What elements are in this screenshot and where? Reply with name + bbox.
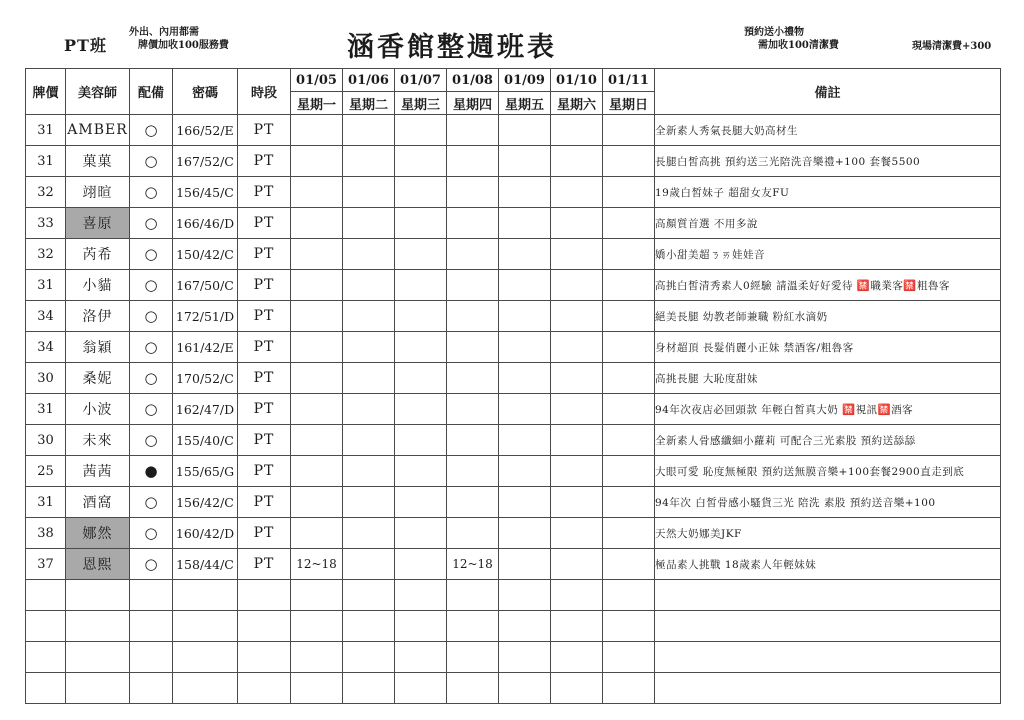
empty-cell: [26, 642, 66, 673]
beautician-name-cell: 喜原: [66, 208, 130, 239]
day-cell: [603, 208, 655, 239]
empty-cell: [447, 642, 499, 673]
note-cell: 94年次 白皙骨感小騷貨三光 陪洗 素股 預約送音樂+100: [655, 487, 1001, 518]
empty-cell: [603, 673, 655, 704]
password-cell: 170/52/C: [173, 363, 238, 394]
day-cell: [395, 270, 447, 301]
day-cell: [343, 456, 395, 487]
note-cell: 全新素人骨感纖細小蘿莉 可配合三光素股 預約送舔舔: [655, 425, 1001, 456]
table-row: [26, 456, 1001, 487]
note-cell: 全新素人秀氣長腿大奶高材生: [655, 115, 1001, 146]
beautician-name-cell: 桑妮: [66, 363, 130, 394]
service-fee-note-line1: 外出、內用都需: [129, 27, 199, 38]
password-cell: 160/42/D: [173, 518, 238, 549]
day-cell: [395, 456, 447, 487]
page-title: 涵香館整週班表: [347, 32, 557, 63]
password-cell: 156/45/C: [173, 177, 238, 208]
period-cell: PT: [238, 518, 291, 549]
beautician-name-cell: 茜茜: [66, 456, 130, 487]
day-cell: [499, 487, 551, 518]
password-cell: 172/51/D: [173, 301, 238, 332]
day-cell: [395, 487, 447, 518]
day-cell: [551, 177, 603, 208]
empty-cell: [655, 611, 1001, 642]
day-cell: [499, 177, 551, 208]
empty-cell: [343, 642, 395, 673]
period-cell: PT: [238, 115, 291, 146]
period-cell: PT: [238, 456, 291, 487]
beautician-name-cell: 小波: [66, 394, 130, 425]
day-cell: [499, 363, 551, 394]
day-cell: [343, 301, 395, 332]
weekday-header-thu: 星期四: [447, 92, 499, 115]
empty-cell: [130, 642, 173, 673]
day-cell: [603, 456, 655, 487]
table-row: [26, 394, 1001, 425]
price-cell: 31: [26, 146, 66, 177]
period-cell: PT: [238, 549, 291, 580]
beautician-name-cell: 恩熙: [66, 549, 130, 580]
day-cell: [447, 301, 499, 332]
onsite-cleaning-fee-note: 現場清潔費+300: [912, 41, 992, 52]
column-header-password: 密碼: [173, 69, 238, 115]
empty-cell: [173, 580, 238, 611]
date-header-mon: 01/05: [291, 69, 343, 92]
day-cell: [447, 239, 499, 270]
day-cell: [499, 332, 551, 363]
day-cell: [551, 115, 603, 146]
empty-cell: [551, 580, 603, 611]
equipment-circle-icon: ○: [130, 146, 173, 177]
empty-cell: [395, 611, 447, 642]
day-cell: [447, 394, 499, 425]
period-cell: PT: [238, 177, 291, 208]
table-header-row-top: [26, 69, 1001, 92]
day-cell: [395, 208, 447, 239]
empty-cell: [447, 673, 499, 704]
note-cell: 嬌小甜美超ㄋㄞ娃娃音: [655, 239, 1001, 270]
empty-cell: [499, 580, 551, 611]
day-cell: [447, 146, 499, 177]
note-cell: 極品素人挑戰 18歲素人年輕妹妹: [655, 549, 1001, 580]
equipment-circle-icon: ○: [130, 115, 173, 146]
day-cell: [395, 332, 447, 363]
price-cell: 25: [26, 456, 66, 487]
empty-cell: [343, 580, 395, 611]
day-cell: [291, 239, 343, 270]
day-cell: [291, 425, 343, 456]
price-cell: 31: [26, 394, 66, 425]
note-cell: 高挑長腿 大恥度甜妹: [655, 363, 1001, 394]
price-cell: 31: [26, 270, 66, 301]
table-row: [26, 270, 1001, 301]
empty-cell: [66, 642, 130, 673]
period-cell: PT: [238, 425, 291, 456]
column-header-price: 牌價: [26, 69, 66, 115]
empty-cell: [26, 580, 66, 611]
day-cell: [343, 239, 395, 270]
day-cell: [395, 301, 447, 332]
day-cell: [603, 177, 655, 208]
table-row: [26, 549, 1001, 580]
date-header-sun: 01/11: [603, 69, 655, 92]
day-cell: [395, 518, 447, 549]
equipment-circle-icon: ○: [130, 549, 173, 580]
day-cell: [499, 425, 551, 456]
service-fee-note-line2: 牌價加收100服務費: [138, 40, 229, 51]
table-row: [26, 177, 1001, 208]
gift-note: [744, 26, 839, 52]
equipment-circle-icon: ○: [130, 425, 173, 456]
empty-cell: [66, 673, 130, 704]
equipment-circle-icon: ○: [130, 518, 173, 549]
empty-cell: [173, 611, 238, 642]
day-cell: [447, 518, 499, 549]
gift-note-line2: 需加收100清潔費: [758, 40, 839, 51]
day-cell: [395, 549, 447, 580]
table-row: [26, 146, 1001, 177]
empty-cell: [655, 580, 1001, 611]
empty-cell: [655, 642, 1001, 673]
beautician-name-cell: 娜然: [66, 518, 130, 549]
day-cell: [447, 177, 499, 208]
empty-cell: [499, 642, 551, 673]
day-cell: [447, 332, 499, 363]
column-header-period: 時段: [238, 69, 291, 115]
beautician-name-cell: 小貓: [66, 270, 130, 301]
empty-cell: [173, 642, 238, 673]
day-cell: [551, 394, 603, 425]
weekday-header-sat: 星期六: [551, 92, 603, 115]
price-cell: 37: [26, 549, 66, 580]
empty-cell: [447, 580, 499, 611]
note-cell: 大眼可愛 恥度無極限 預約送無膜音樂+100套餐2900直走到底: [655, 456, 1001, 487]
empty-cell: [499, 673, 551, 704]
day-cell: [291, 115, 343, 146]
price-cell: 34: [26, 332, 66, 363]
table-row: [26, 332, 1001, 363]
date-header-tue: 01/06: [343, 69, 395, 92]
password-cell: 155/40/C: [173, 425, 238, 456]
day-cell: [551, 146, 603, 177]
password-cell: 150/42/C: [173, 239, 238, 270]
day-cell: [395, 394, 447, 425]
note-cell: 絕美長腿 幼教老師兼職 粉紅水滴奶: [655, 301, 1001, 332]
empty-cell: [238, 642, 291, 673]
price-cell: 32: [26, 239, 66, 270]
day-cell: [499, 208, 551, 239]
password-cell: 167/52/C: [173, 146, 238, 177]
beautician-name-cell: 洛伊: [66, 301, 130, 332]
table-row: [26, 363, 1001, 394]
day-cell: [551, 425, 603, 456]
day-cell: [343, 518, 395, 549]
column-header-notes: 備註: [655, 69, 1001, 115]
empty-cell: [66, 611, 130, 642]
day-cell: [499, 146, 551, 177]
empty-cell: [499, 611, 551, 642]
day-cell: [499, 270, 551, 301]
weekday-header-tue: 星期二: [343, 92, 395, 115]
day-cell: [603, 487, 655, 518]
day-cell: [395, 363, 447, 394]
day-cell: [499, 456, 551, 487]
day-cell: [551, 301, 603, 332]
price-cell: 32: [26, 177, 66, 208]
day-cell: [499, 239, 551, 270]
password-cell: 162/47/D: [173, 394, 238, 425]
column-header-equipment: 配備: [130, 69, 173, 115]
beautician-name-cell: 翊暄: [66, 177, 130, 208]
day-cell: [447, 487, 499, 518]
day-cell: [551, 208, 603, 239]
empty-cell: [291, 611, 343, 642]
day-cell: [551, 239, 603, 270]
note-cell: 天然大奶娜美JKF: [655, 518, 1001, 549]
empty-cell: [603, 580, 655, 611]
day-cell: [551, 549, 603, 580]
day-cell: [343, 177, 395, 208]
empty-cell: [130, 673, 173, 704]
period-cell: PT: [238, 239, 291, 270]
schedule-body: [26, 115, 1001, 704]
day-cell: [499, 394, 551, 425]
equipment-circle-icon: ○: [130, 394, 173, 425]
note-cell: 高顏質首選 不用多說: [655, 208, 1001, 239]
day-cell: [343, 115, 395, 146]
price-cell: 31: [26, 115, 66, 146]
date-header-sat: 01/10: [551, 69, 603, 92]
note-cell: 19歲白皙妹子 超甜女友FU: [655, 177, 1001, 208]
beautician-name-cell: 酒窩: [66, 487, 130, 518]
day-cell: [291, 456, 343, 487]
day-cell: [603, 301, 655, 332]
equipment-circle-icon: ○: [130, 301, 173, 332]
day-cell: [603, 518, 655, 549]
weekday-header-fri: 星期五: [499, 92, 551, 115]
day-cell: [603, 332, 655, 363]
price-cell: 30: [26, 425, 66, 456]
day-cell: [551, 456, 603, 487]
empty-cell: [395, 673, 447, 704]
password-cell: 167/50/C: [173, 270, 238, 301]
day-cell: [291, 332, 343, 363]
day-cell: [395, 177, 447, 208]
date-header-fri: 01/09: [499, 69, 551, 92]
empty-cell: [551, 611, 603, 642]
period-cell: PT: [238, 270, 291, 301]
day-cell: [395, 115, 447, 146]
day-cell: [343, 394, 395, 425]
day-cell: [343, 332, 395, 363]
day-cell: 12~18: [291, 549, 343, 580]
weekday-header-mon: 星期一: [291, 92, 343, 115]
day-cell: [343, 363, 395, 394]
empty-cell: [603, 642, 655, 673]
empty-cell: [238, 580, 291, 611]
column-header-beautician: 美容師: [66, 69, 130, 115]
note-cell: 長腿白皙高挑 預約送三光陪洗音樂禮+100 套餐5500: [655, 146, 1001, 177]
day-cell: [447, 270, 499, 301]
table-row: [26, 487, 1001, 518]
day-cell: [447, 363, 499, 394]
day-cell: [343, 487, 395, 518]
price-cell: 33: [26, 208, 66, 239]
day-cell: [291, 177, 343, 208]
day-cell: [551, 487, 603, 518]
equipment-circle-icon: ○: [130, 363, 173, 394]
day-cell: [343, 549, 395, 580]
day-cell: [499, 518, 551, 549]
period-cell: PT: [238, 394, 291, 425]
equipment-circle-icon: ●: [130, 456, 173, 487]
equipment-circle-icon: ○: [130, 332, 173, 363]
table-row: [26, 518, 1001, 549]
day-cell: [603, 146, 655, 177]
day-cell: [343, 146, 395, 177]
day-cell: [291, 301, 343, 332]
day-cell: [603, 363, 655, 394]
table-row: [26, 301, 1001, 332]
day-cell: [291, 146, 343, 177]
empty-cell: [238, 611, 291, 642]
beautician-name-cell: 菓菓: [66, 146, 130, 177]
day-cell: [343, 208, 395, 239]
schedule-table: [25, 68, 1001, 704]
empty-cell: [26, 673, 66, 704]
table-row: [26, 425, 1001, 456]
day-cell: [551, 518, 603, 549]
equipment-circle-icon: ○: [130, 487, 173, 518]
day-cell: [291, 518, 343, 549]
note-cell: 身材超頂 長髮俏麗小正妹 禁酒客/粗魯客: [655, 332, 1001, 363]
price-cell: 31: [26, 487, 66, 518]
beautician-name-cell: 翁穎: [66, 332, 130, 363]
note-cell: 高挑白皙清秀素人0經驗 請溫柔好好愛待 🈲職業客🈲粗魯客: [655, 270, 1001, 301]
password-cell: 166/46/D: [173, 208, 238, 239]
table-row: [26, 208, 1001, 239]
price-cell: 38: [26, 518, 66, 549]
day-cell: [499, 115, 551, 146]
beautician-name-cell: 芮希: [66, 239, 130, 270]
empty-cell: [173, 673, 238, 704]
note-cell: 94年次夜店必回頭款 年輕白皙真大奶 🈲視訊🈲酒客: [655, 394, 1001, 425]
empty-cell: [26, 611, 66, 642]
gift-note-line1: 預約送小禮物: [744, 27, 804, 38]
equipment-circle-icon: ○: [130, 239, 173, 270]
day-cell: [343, 425, 395, 456]
date-header-wed: 01/07: [395, 69, 447, 92]
day-cell: [291, 487, 343, 518]
empty-cell: [291, 673, 343, 704]
empty-row: [26, 580, 1001, 611]
day-cell: [603, 425, 655, 456]
period-cell: PT: [238, 208, 291, 239]
class-label: PT班: [64, 36, 107, 55]
day-cell: [395, 425, 447, 456]
day-cell: [499, 549, 551, 580]
day-cell: [291, 208, 343, 239]
day-cell: [603, 549, 655, 580]
equipment-circle-icon: ○: [130, 177, 173, 208]
beautician-name-cell: 未來: [66, 425, 130, 456]
empty-cell: [343, 673, 395, 704]
day-cell: [551, 363, 603, 394]
day-cell: [291, 363, 343, 394]
day-cell: [603, 115, 655, 146]
weekday-header-wed: 星期三: [395, 92, 447, 115]
empty-cell: [395, 642, 447, 673]
empty-cell: [447, 611, 499, 642]
period-cell: PT: [238, 487, 291, 518]
empty-cell: [66, 580, 130, 611]
empty-cell: [551, 642, 603, 673]
day-cell: [551, 270, 603, 301]
empty-cell: [343, 611, 395, 642]
table-row: [26, 239, 1001, 270]
empty-row: [26, 673, 1001, 704]
day-cell: [291, 270, 343, 301]
password-cell: 166/52/E: [173, 115, 238, 146]
period-cell: PT: [238, 363, 291, 394]
day-cell: [603, 239, 655, 270]
day-cell: [603, 270, 655, 301]
empty-cell: [551, 673, 603, 704]
period-cell: PT: [238, 332, 291, 363]
period-cell: PT: [238, 301, 291, 332]
table-row: [26, 115, 1001, 146]
equipment-circle-icon: ○: [130, 270, 173, 301]
weekday-header-sun: 星期日: [603, 92, 655, 115]
empty-row: [26, 611, 1001, 642]
date-header-thu: 01/08: [447, 69, 499, 92]
day-cell: [343, 270, 395, 301]
empty-cell: [291, 580, 343, 611]
day-cell: [395, 146, 447, 177]
day-cell: [447, 115, 499, 146]
empty-cell: [130, 611, 173, 642]
day-cell: [447, 208, 499, 239]
beautician-name-cell: AMBER: [66, 115, 130, 146]
password-cell: 158/44/C: [173, 549, 238, 580]
day-cell: [499, 301, 551, 332]
password-cell: 156/42/C: [173, 487, 238, 518]
period-cell: PT: [238, 146, 291, 177]
day-cell: [603, 394, 655, 425]
password-cell: 161/42/E: [173, 332, 238, 363]
day-cell: [551, 332, 603, 363]
empty-cell: [238, 673, 291, 704]
empty-cell: [291, 642, 343, 673]
price-cell: 30: [26, 363, 66, 394]
day-cell: [395, 239, 447, 270]
empty-cell: [655, 673, 1001, 704]
day-cell: 12~18: [447, 549, 499, 580]
service-fee-note: [129, 26, 229, 52]
empty-cell: [130, 580, 173, 611]
password-cell: 155/65/G: [173, 456, 238, 487]
empty-row: [26, 642, 1001, 673]
empty-cell: [603, 611, 655, 642]
equipment-circle-icon: ○: [130, 208, 173, 239]
day-cell: [447, 425, 499, 456]
day-cell: [291, 394, 343, 425]
price-cell: 34: [26, 301, 66, 332]
day-cell: [447, 456, 499, 487]
empty-cell: [395, 580, 447, 611]
